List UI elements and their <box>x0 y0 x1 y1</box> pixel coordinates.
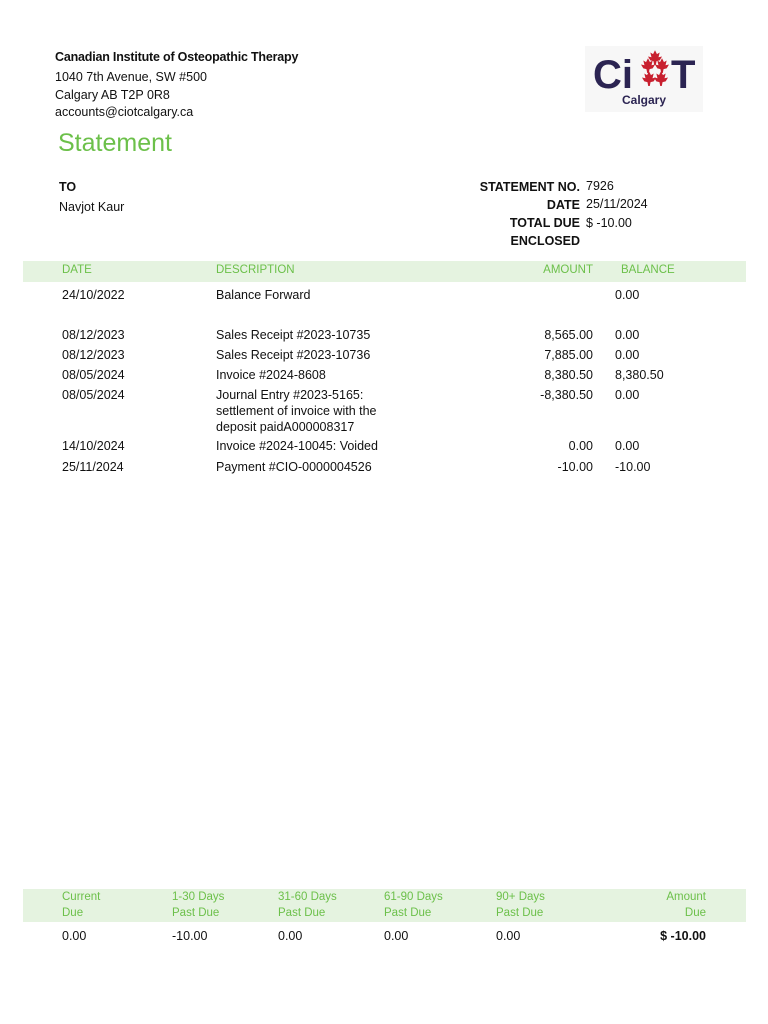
aging-value-amount-due: $ -10.00 <box>660 929 706 943</box>
aging-header-line2: Past Due <box>496 907 544 919</box>
to-label: TO <box>59 180 77 194</box>
maple-leaf-icon <box>641 50 669 86</box>
row-description: Invoice #2024-10045: Voided <box>216 439 378 453</box>
column-header-description: DESCRIPTION <box>216 264 295 276</box>
aging-header-1-30 <box>172 889 224 921</box>
row-description: Sales Receipt #2023-10735 <box>216 328 371 342</box>
row-amount: -10.00 <box>557 460 593 474</box>
row-date: 08/12/2023 <box>62 328 125 342</box>
row-amount: -8,380.50 <box>540 388 593 402</box>
company-logo <box>585 46 703 112</box>
row-amount: 8,380.50 <box>544 368 593 382</box>
aging-header-current <box>62 889 100 921</box>
aging-header-line1: Amount <box>666 891 706 903</box>
row-date: 08/05/2024 <box>62 388 125 402</box>
company-address-line2: Calgary AB T2P 0R8 <box>55 88 170 102</box>
aging-header-line2: Past Due <box>278 907 326 919</box>
aging-header-90-plus <box>496 889 545 921</box>
row-date: 24/10/2022 <box>62 288 125 302</box>
row-amount: 7,885.00 <box>544 348 593 362</box>
aging-header-line1: 1-30 Days <box>172 891 225 903</box>
row-balance: 0.00 <box>615 288 640 302</box>
row-date: 14/10/2024 <box>62 439 125 453</box>
aging-header-line1: 31-60 Days <box>278 891 337 903</box>
row-balance: 0.00 <box>615 388 640 402</box>
aging-value-1-30: -10.00 <box>172 929 208 943</box>
aging-header-31-60 <box>278 889 337 921</box>
column-header-date: DATE <box>62 264 92 276</box>
aging-value-current: 0.00 <box>62 929 87 943</box>
row-date: 25/11/2024 <box>62 460 124 474</box>
aging-header-61-90 <box>384 889 443 921</box>
statement-no-value: 7926 <box>586 179 614 193</box>
row-amount: 0.00 <box>568 439 593 453</box>
statement-no-label: STATEMENT NO. <box>479 180 580 194</box>
aging-header-line2: Due <box>62 907 84 919</box>
aging-value-31-60: 0.00 <box>278 929 303 943</box>
company-email: accounts@ciotcalgary.ca <box>55 105 194 119</box>
column-header-amount: AMOUNT <box>543 264 593 276</box>
logo-text-left: Ci <box>593 53 633 97</box>
row-amount: 8,565.00 <box>544 328 593 342</box>
row-date: 08/05/2024 <box>62 368 125 382</box>
aging-header-line2: Due <box>684 907 706 919</box>
company-name: Canadian Institute of Osteopathic Therapy <box>55 50 299 64</box>
row-description: Sales Receipt #2023-10736 <box>216 348 371 362</box>
column-header-balance: BALANCE <box>621 264 675 276</box>
company-address-line1: 1040 7th Avenue, SW #500 <box>55 70 207 84</box>
aging-header-amount-due <box>666 889 706 921</box>
total-due-value: $ -10.00 <box>586 216 632 230</box>
logo-text-right: T <box>671 53 696 97</box>
row-balance: 0.00 <box>615 439 640 453</box>
row-description: Payment #CIO-0000004526 <box>216 460 372 474</box>
row-balance: 0.00 <box>615 328 640 342</box>
row-description: Balance Forward <box>216 288 311 302</box>
recipient-name: Navjot Kaur <box>59 200 125 214</box>
page-title: Statement <box>58 129 172 157</box>
date-value: 25/11/2024 <box>586 197 648 211</box>
aging-header-line2: Past Due <box>384 907 432 919</box>
aging-header-line1: 90+ Days <box>496 891 545 903</box>
row-balance: -10.00 <box>615 460 651 474</box>
row-date: 08/12/2023 <box>62 348 125 362</box>
enclosed-label: ENCLOSED <box>510 234 580 248</box>
aging-header-line2: Past Due <box>172 907 220 919</box>
aging-header-line1: Current <box>62 891 101 903</box>
row-description: Journal Entry #2023-5165: settlement of invoice with the deposit paidA000008317 <box>216 388 377 434</box>
date-label: DATE <box>546 198 580 212</box>
aging-header-line1: 61-90 Days <box>384 891 443 903</box>
row-balance: 0.00 <box>615 348 640 362</box>
total-due-label: TOTAL DUE <box>509 216 580 230</box>
logo-subtitle: Calgary <box>621 93 667 107</box>
aging-value-61-90: 0.00 <box>384 929 409 943</box>
row-description: Invoice #2024-8608 <box>216 368 326 382</box>
row-balance: 8,380.50 <box>615 368 664 382</box>
aging-value-90-plus: 0.00 <box>496 929 521 943</box>
